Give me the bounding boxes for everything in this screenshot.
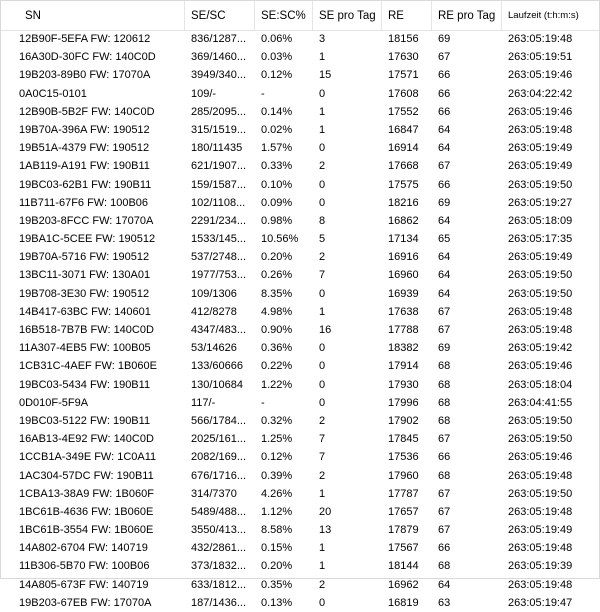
column-header-re[interactable]: RE	[382, 1, 432, 30]
cell-laufzeit: 263:05:19:48	[508, 505, 573, 518]
cell-re-pro-tag: 64	[438, 142, 451, 155]
column-header-se-sc[interactable]: SE/SC	[185, 1, 255, 30]
cell-re: 16819	[388, 596, 419, 609]
cell-laufzeit: 263:05:19:50	[508, 178, 573, 191]
cell-se-sc: 2291/234...	[191, 214, 247, 227]
cell-se-pro-tag: 2	[319, 414, 326, 427]
cell-laufzeit: 263:05:19:48	[508, 469, 573, 482]
cell-re-pro-tag: 66	[438, 451, 451, 464]
cell-se-sc-percent: 0.98%	[261, 214, 293, 227]
cell-laufzeit: 263:05:19:46	[508, 360, 573, 373]
cell-re: 17914	[388, 360, 419, 373]
cell-se-sc-percent: 0.14%	[261, 105, 293, 118]
cell-re-pro-tag: 67	[438, 324, 451, 336]
cell-se-sc: 3949/340...	[191, 69, 247, 82]
cell-se-pro-tag: 0	[319, 360, 326, 373]
cell-sn: 19B203-89B0 FW: 17070A	[19, 69, 151, 82]
cell-re: 16847	[388, 123, 419, 136]
cell-laufzeit: 263:05:19:50	[508, 433, 573, 446]
cell-re-pro-tag: 66	[438, 542, 451, 555]
cell-se-sc-percent: 4.26%	[261, 487, 293, 500]
cell-se-sc-percent: 0.36%	[261, 342, 293, 355]
cell-se-pro-tag: 0	[319, 396, 326, 409]
cell-laufzeit: 263:05:19:50	[508, 269, 573, 282]
cell-re: 18382	[388, 342, 419, 355]
cell-se-sc: 373/1832...	[191, 560, 247, 573]
cell-se-sc-percent: 0.10%	[261, 178, 293, 191]
cell-re: 17567	[388, 542, 419, 555]
cell-se-sc-percent: 0.12%	[261, 69, 293, 82]
cell-se-sc: 4347/483...	[191, 324, 247, 336]
cell-re: 17845	[388, 433, 419, 446]
cell-se-sc: 621/1907...	[191, 160, 247, 173]
cell-se-sc: 159/1587...	[191, 178, 247, 191]
cell-se-pro-tag: 1	[319, 305, 326, 318]
cell-re-pro-tag: 69	[438, 196, 451, 209]
cell-se-pro-tag: 0	[319, 596, 326, 609]
cell-laufzeit: 263:05:19:46	[508, 451, 573, 464]
cell-laufzeit: 263:05:19:27	[508, 196, 573, 209]
cell-sn: 19B70A-396A FW: 190512	[19, 123, 150, 136]
cell-se-sc: 369/1460...	[191, 51, 247, 64]
cell-se-sc-percent: 8.35%	[261, 287, 293, 300]
cell-re-pro-tag: 67	[438, 51, 451, 64]
cell-se-sc-percent: 0.03%	[261, 51, 293, 64]
cell-re: 16916	[388, 251, 419, 264]
cell-se-sc: 53/14626	[191, 342, 237, 355]
cell-re-pro-tag: 67	[438, 524, 451, 537]
cell-sn: 11A307-4EB5 FW: 100B05	[19, 342, 151, 355]
cell-se-sc-percent: 0.20%	[261, 251, 293, 264]
table-row[interactable]	[1, 557, 599, 575]
cell-laufzeit: 263:05:19:50	[508, 287, 573, 300]
cell-se-sc-percent: 0.15%	[261, 542, 293, 555]
table-row[interactable]	[1, 194, 599, 212]
table-row[interactable]	[1, 66, 599, 84]
column-header-re-pro-tag[interactable]: RE pro Tag	[432, 1, 502, 30]
cell-re: 17536	[388, 451, 419, 464]
cell-sn: 16A30D-30FC FW: 140C0D	[19, 51, 156, 64]
cell-sn: 12B90B-5B2F FW: 140C0D	[19, 105, 155, 118]
cell-se-pro-tag: 2	[319, 160, 326, 173]
cell-re: 16939	[388, 287, 419, 300]
cell-se-sc: 314/7370	[191, 487, 237, 500]
cell-se-sc: 2025/161...	[191, 433, 247, 446]
cell-sn: 1BC61B-4636 FW: 1B060E	[19, 505, 154, 518]
cell-se-sc-percent: 0.09%	[261, 196, 293, 209]
cell-sn: 12B90F-5EFA FW: 120612	[19, 33, 151, 45]
cell-se-pro-tag: 1	[319, 542, 326, 555]
cell-sn: 19BC03-62B1 FW: 190B11	[19, 178, 152, 191]
cell-se-pro-tag: 7	[319, 433, 326, 446]
cell-se-sc-percent: 0.33%	[261, 160, 293, 173]
cell-se-sc-percent: 0.02%	[261, 123, 293, 136]
table-row[interactable]	[1, 248, 599, 266]
table-row[interactable]	[1, 157, 599, 175]
column-header-laufzeit[interactable]: Laufzeit (t:h:m:s)	[508, 10, 579, 21]
cell-se-sc-percent: 0.26%	[261, 269, 293, 282]
cell-laufzeit: 263:04:22:42	[508, 87, 573, 100]
cell-re-pro-tag: 68	[438, 396, 451, 409]
cell-re-pro-tag: 67	[438, 505, 451, 518]
table-row[interactable]	[1, 339, 599, 357]
cell-se-sc: 102/1108...	[191, 196, 246, 209]
cell-sn: 1CCB1A-349E FW: 1C0A11	[19, 451, 157, 464]
cell-se-sc: 412/8278	[191, 305, 237, 318]
cell-re-pro-tag: 68	[438, 560, 451, 573]
cell-re: 16862	[388, 214, 419, 227]
cell-re-pro-tag: 64	[438, 214, 451, 227]
cell-sn: 19B51A-4379 FW: 190512	[19, 142, 150, 155]
table-row[interactable]	[1, 394, 599, 412]
cell-re: 17960	[388, 469, 419, 482]
cell-re-pro-tag: 66	[438, 69, 451, 82]
table-row[interactable]	[1, 266, 599, 284]
cell-re: 17630	[388, 51, 419, 64]
cell-re-pro-tag: 65	[438, 233, 451, 246]
table-row[interactable]	[1, 285, 599, 303]
cell-se-sc-percent: 1.22%	[261, 378, 293, 391]
cell-se-pro-tag: 15	[319, 69, 332, 82]
cell-re-pro-tag: 64	[438, 123, 451, 136]
cell-se-sc-percent: 0.22%	[261, 360, 293, 373]
cell-se-pro-tag: 2	[319, 578, 326, 591]
cell-sn: 13BC11-3071 FW: 130A01	[19, 269, 151, 282]
cell-re-pro-tag: 67	[438, 433, 451, 446]
cell-laufzeit: 263:05:19:50	[508, 487, 573, 500]
cell-se-sc: 109/1306	[191, 287, 237, 300]
column-header-se-pro-tag[interactable]: SE pro Tag	[313, 1, 382, 30]
cell-se-sc-percent: 0.32%	[261, 414, 293, 427]
cell-laufzeit: 263:05:19:49	[508, 142, 573, 155]
cell-se-pro-tag: 20	[319, 505, 332, 518]
cell-se-sc: 3550/413...	[191, 524, 247, 537]
cell-sn: 14A802-6704 FW: 140719	[19, 542, 148, 555]
cell-sn: 1AC304-57DC FW: 190B11	[19, 469, 154, 482]
cell-sn: 19B203-8FCC FW: 17070A	[19, 214, 154, 227]
cell-re: 16962	[388, 578, 419, 591]
cell-se-sc: 133/60666	[191, 360, 243, 373]
cell-se-sc: 2082/169...	[191, 451, 247, 464]
cell-re-pro-tag: 69	[438, 342, 451, 355]
cell-sn: 1BC61B-3554 FW: 1B060E	[19, 524, 154, 537]
cell-laufzeit: 263:05:19:49	[508, 251, 573, 264]
cell-re-pro-tag: 64	[438, 578, 451, 591]
cell-se-pro-tag: 0	[319, 342, 326, 355]
cell-re-pro-tag: 67	[438, 305, 451, 318]
cell-se-sc: 117/-	[191, 396, 216, 409]
cell-se-sc-percent: -	[261, 87, 265, 100]
cell-re: 17575	[388, 178, 419, 191]
cell-sn: 0D010F-5F9A	[19, 396, 89, 409]
cell-laufzeit: 263:05:19:42	[508, 342, 573, 355]
cell-se-pro-tag: 13	[319, 524, 332, 537]
cell-laufzeit: 263:05:19:46	[508, 105, 573, 118]
column-header-row	[1, 1, 599, 31]
cell-se-pro-tag: 0	[319, 142, 326, 155]
table-row[interactable]	[1, 48, 599, 66]
cell-sn: 1CBA13-38A9 FW: 1B060F	[19, 487, 154, 500]
table-row[interactable]	[1, 430, 599, 448]
cell-re: 16960	[388, 269, 419, 282]
cell-se-pro-tag: 7	[319, 269, 326, 282]
cell-re-pro-tag: 68	[438, 414, 451, 427]
cell-se-pro-tag: 1	[319, 487, 326, 500]
cell-re-pro-tag: 67	[438, 160, 451, 173]
cell-re: 17788	[388, 324, 419, 336]
table-row[interactable]	[1, 30, 599, 48]
table-row[interactable]	[1, 576, 599, 594]
cell-re: 17996	[388, 396, 419, 409]
cell-sn: 1CB31C-4AEF FW: 1B060E	[19, 360, 157, 373]
table-row[interactable]	[1, 139, 599, 157]
table-row[interactable]	[1, 357, 599, 375]
cell-sn: 16B518-7B7B FW: 140C0D	[19, 324, 154, 336]
cell-sn: 19B203-67EB FW: 17070A	[19, 596, 152, 609]
cell-sn: 16AB13-4E92 FW: 140C0D	[19, 433, 154, 446]
cell-re: 18156	[388, 33, 419, 45]
cell-se-sc: 187/1436...	[191, 596, 247, 609]
cell-re-pro-tag: 66	[438, 87, 451, 100]
table-row[interactable]	[1, 521, 599, 539]
table-row[interactable]	[1, 467, 599, 485]
cell-laufzeit: 263:05:19:48	[508, 33, 573, 45]
table-row[interactable]	[1, 103, 599, 121]
cell-se-sc-percent: -	[261, 396, 265, 409]
table-row[interactable]	[1, 121, 599, 139]
cell-se-pro-tag: 1	[319, 51, 326, 64]
cell-se-sc: 130/10684	[191, 378, 243, 391]
cell-re: 17608	[388, 87, 419, 100]
cell-re-pro-tag: 63	[438, 596, 451, 609]
table-row[interactable]	[1, 303, 599, 321]
cell-se-sc: 1533/145...	[191, 233, 247, 246]
cell-se-sc-percent: 1.25%	[261, 433, 293, 446]
cell-se-sc-percent: 8.58%	[261, 524, 293, 537]
table-row[interactable]	[1, 176, 599, 194]
cell-re: 18216	[388, 196, 419, 209]
cell-re: 17930	[388, 378, 419, 391]
cell-se-sc: 676/1716...	[191, 469, 247, 482]
cell-se-pro-tag: 0	[319, 87, 326, 100]
column-header-sn[interactable]: SN	[1, 1, 185, 30]
cell-se-sc-percent: 0.39%	[261, 469, 293, 482]
cell-se-pro-tag: 1	[319, 123, 326, 136]
cell-se-sc: 1977/753...	[191, 269, 247, 282]
cell-se-sc: 109/-	[191, 87, 217, 100]
cell-re: 17787	[388, 487, 419, 500]
column-header-se-sc-percent[interactable]: SE:SC%	[255, 1, 313, 30]
cell-sn: 14A805-673F FW: 140719	[19, 578, 149, 591]
cell-se-pro-tag: 1	[319, 560, 326, 573]
table-row[interactable]	[1, 321, 599, 339]
cell-se-sc-percent: 1.57%	[261, 142, 293, 155]
cell-sn: 19BA1C-5CEE FW: 190512	[19, 233, 156, 246]
table-row[interactable]	[1, 376, 599, 394]
cell-sn: 1AB119-A191 FW: 190B11	[19, 160, 150, 173]
table-row[interactable]	[1, 448, 599, 466]
cell-se-sc-percent: 0.90%	[261, 324, 293, 336]
cell-se-sc: 432/2861...	[191, 542, 247, 555]
cell-laufzeit: 263:05:19:51	[508, 51, 573, 64]
table-row[interactable]	[1, 594, 599, 612]
cell-se-sc-percent: 0.12%	[261, 451, 293, 464]
cell-se-sc: 315/1519...	[191, 123, 247, 136]
cell-laufzeit: 263:05:19:47	[508, 596, 573, 609]
cell-re: 17134	[388, 233, 419, 246]
cell-se-sc: 5489/488...	[191, 505, 247, 518]
cell-sn: 19BC03-5122 FW: 190B11	[19, 414, 151, 427]
cell-se-pro-tag: 5	[319, 233, 326, 246]
cell-se-pro-tag: 16	[319, 324, 332, 336]
cell-se-pro-tag: 3	[319, 33, 326, 45]
cell-re: 17902	[388, 414, 419, 427]
cell-se-sc: 633/1812...	[191, 578, 247, 591]
cell-re-pro-tag: 68	[438, 360, 451, 373]
cell-laufzeit: 263:05:19:49	[508, 160, 573, 173]
cell-sn: 14B417-63BC FW: 140601	[19, 305, 151, 318]
cell-sn: 0A0C15-0101	[19, 87, 87, 100]
table-row[interactable]	[1, 412, 599, 430]
cell-re-pro-tag: 68	[438, 469, 451, 482]
cell-se-pro-tag: 2	[319, 251, 326, 264]
cell-re-pro-tag: 67	[438, 487, 451, 500]
cell-se-sc-percent: 0.06%	[261, 33, 293, 45]
cell-se-pro-tag: 0	[319, 378, 326, 391]
table-row[interactable]	[1, 539, 599, 557]
cell-se-pro-tag: 0	[319, 178, 326, 191]
cell-se-sc-percent: 10.56%	[261, 233, 299, 246]
cell-se-sc: 566/1784...	[191, 414, 247, 427]
cell-re: 18144	[388, 560, 419, 573]
table-body	[1, 30, 599, 612]
cell-sn: 19B70A-5716 FW: 190512	[19, 251, 150, 264]
cell-se-sc-percent: 0.20%	[261, 560, 293, 573]
cell-re: 17657	[388, 505, 419, 518]
cell-laufzeit: 263:05:17:35	[508, 233, 573, 246]
cell-laufzeit: 263:05:19:46	[508, 69, 573, 82]
cell-laufzeit: 263:04:41:55	[508, 396, 573, 409]
cell-se-sc-percent: 0.13%	[261, 596, 293, 609]
cell-re-pro-tag: 66	[438, 105, 451, 118]
cell-se-pro-tag: 1	[319, 105, 326, 118]
cell-se-sc: 180/11435	[191, 142, 243, 155]
cell-re: 17638	[388, 305, 419, 318]
cell-se-pro-tag: 2	[319, 469, 326, 482]
cell-re-pro-tag: 69	[438, 33, 451, 45]
cell-laufzeit: 263:05:19:48	[508, 578, 573, 591]
cell-sn: 11B711-67F6 FW: 100B06	[19, 196, 149, 209]
cell-se-pro-tag: 8	[319, 214, 326, 227]
table-row[interactable]	[1, 212, 599, 230]
cell-re: 17668	[388, 160, 419, 173]
cell-sn: 19B708-3E30 FW: 190512	[19, 287, 150, 300]
cell-se-sc-percent: 4.98%	[261, 305, 293, 318]
cell-se-sc-percent: 1.12%	[261, 505, 293, 518]
cell-se-sc-percent: 0.35%	[261, 578, 293, 591]
cell-laufzeit: 263:05:19:39	[508, 560, 573, 573]
cell-se-pro-tag: 7	[319, 451, 326, 464]
cell-re: 17879	[388, 524, 419, 537]
cell-re-pro-tag: 64	[438, 287, 451, 300]
cell-se-pro-tag: 0	[319, 196, 326, 209]
table-row[interactable]	[1, 485, 599, 503]
cell-re: 16914	[388, 142, 419, 155]
cell-laufzeit: 263:05:19:50	[508, 414, 573, 427]
cell-laufzeit: 263:05:18:09	[508, 214, 573, 227]
cell-se-sc: 285/2095...	[191, 105, 247, 118]
cell-laufzeit: 263:05:19:48	[508, 123, 573, 136]
cell-re-pro-tag: 66	[438, 178, 451, 191]
cell-re-pro-tag: 64	[438, 269, 451, 282]
cell-se-sc: 836/1287...	[191, 33, 247, 45]
cell-re-pro-tag: 64	[438, 251, 451, 264]
cell-se-pro-tag: 0	[319, 287, 326, 300]
table-row[interactable]	[1, 85, 599, 103]
cell-laufzeit: 263:05:18:04	[508, 378, 573, 391]
table-row[interactable]	[1, 230, 599, 248]
cell-re: 17552	[388, 105, 419, 118]
cell-laufzeit: 263:05:19:49	[508, 524, 573, 537]
cell-re-pro-tag: 68	[438, 378, 451, 391]
cell-laufzeit: 263:05:19:48	[508, 324, 573, 336]
cell-laufzeit: 263:05:19:48	[508, 305, 573, 318]
cell-re: 17571	[388, 69, 419, 82]
cell-sn: 19BC03-5434 FW: 190B11	[19, 378, 151, 391]
cell-sn: 11B306-5B70 FW: 100B06	[19, 560, 150, 573]
table-row[interactable]	[1, 503, 599, 521]
cell-laufzeit: 263:05:19:48	[508, 542, 573, 555]
cell-se-sc: 537/2748...	[191, 251, 247, 264]
